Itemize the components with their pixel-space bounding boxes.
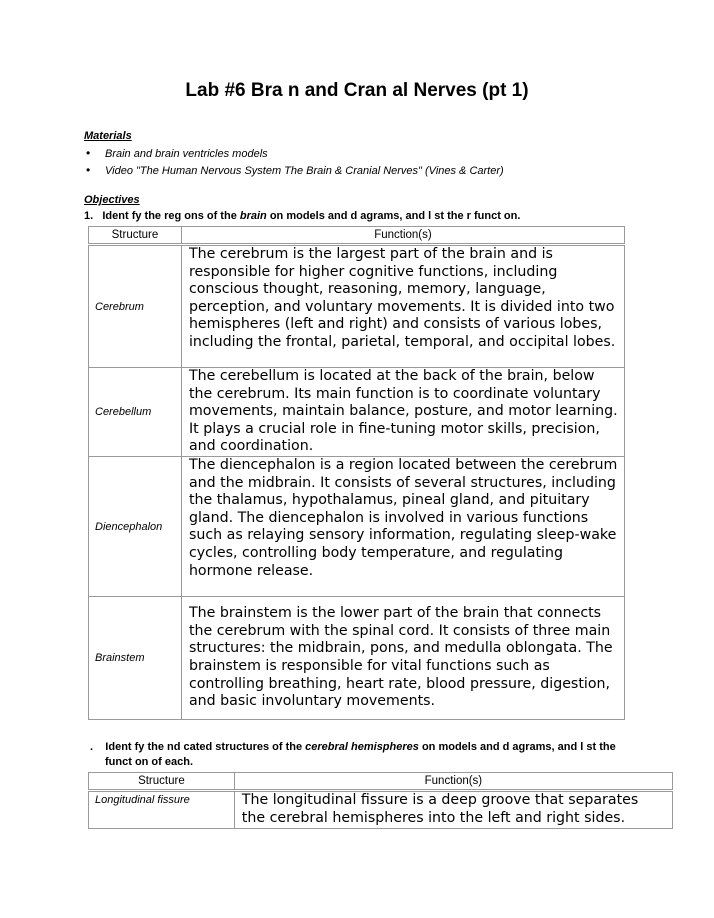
objective-1: [84, 210, 520, 222]
column-header-function: Function(s): [181, 227, 624, 245]
table-header-row: [89, 773, 673, 791]
materials-heading: Materials: [84, 130, 132, 142]
table-row: [89, 597, 625, 720]
page-title: Lab #6 Bra n and Cran al Nerves (pt 1): [185, 80, 529, 101]
objective-2-number: .: [90, 741, 94, 753]
objective-1-text: Ident fy the reg ons of the: [102, 210, 240, 222]
column-header-structure: Structure: [89, 227, 182, 245]
column-header-structure: Structure: [89, 773, 235, 791]
table-header-row: [89, 227, 625, 245]
objective-2-text-end: on models and d agrams, and l st the: [418, 741, 616, 753]
bullet-icon: •: [86, 163, 91, 177]
objective-2-text: Ident fy the nd cated structures of the: [105, 741, 306, 753]
structure-cell: Longitudinal fissure: [89, 791, 235, 829]
table-row: [89, 368, 625, 457]
objective-1-number: 1.: [84, 210, 94, 222]
table-row: [89, 791, 673, 829]
bullet-icon: •: [86, 146, 91, 160]
function-cell: The cerebellum is located at the back of the brain, below the cerebrum. Its main function is to coordinate voluntary movements, maintain balance, posture, and motor learning. It plays a crucial role in fine-tuning motor skills, precision, and coordination.: [181, 368, 624, 457]
column-header-function: Function(s): [234, 773, 672, 791]
material-item-2: Video "The Human Nervous System The Brain & Cranial Nerves" (Vines & Carter): [105, 165, 504, 177]
objective-2-emphasis: cerebral hemispheres: [305, 741, 419, 753]
function-cell: The cerebrum is the largest part of the brain and is responsible for higher cognitive functions, including conscious thought, reasoning, memory, language, perception, and voluntary movements. It is divided into two hemispheres (left and right) and consists of various lobes, including the frontal, parietal, temporal, and occipital lobes.: [181, 245, 624, 368]
objectives-heading: Objectives: [84, 194, 140, 206]
objective-2-line-2: funct on of each.: [105, 756, 193, 768]
function-cell: The diencephalon is a region located between the cerebrum and the midbrain. It consists of several structures, including the thalamus, hypothalamus, pineal gland, and pituitary gland. The diencephalon is involved in various functions such as relaying sensory information, regulating sleep-wake cycles, controlling body temperature, and regulating hormone release.: [181, 457, 624, 597]
table-row: [89, 457, 625, 597]
objective-1-text-end: on models and d agrams, and l st the r funct on.: [266, 210, 521, 222]
structure-cell: Diencephalon: [89, 457, 182, 597]
function-cell: The longitudinal fissure is a deep groove that separates the cerebral hemispheres into the left and right sides.: [234, 791, 672, 829]
objective-1-emphasis: brain: [239, 210, 267, 222]
table-row: [89, 245, 625, 368]
cerebral-hemispheres-table: [88, 772, 673, 829]
material-item-1: Brain and brain ventricles models: [105, 148, 268, 160]
structure-cell: Cerebellum: [89, 368, 182, 457]
objective-2: [90, 741, 616, 753]
structure-cell: Brainstem: [89, 597, 182, 720]
function-cell: The brainstem is the lower part of the brain that connects the cerebrum with the spinal cord. It consists of three main structures: the midbrain, pons, and medulla oblongata. The brainstem is responsible for vital functions such as controlling breathing, heart rate, blood pressure, digestion, and basic involuntary movements.: [181, 597, 624, 720]
brain-regions-table: [88, 226, 625, 720]
structure-cell: Cerebrum: [89, 245, 182, 368]
